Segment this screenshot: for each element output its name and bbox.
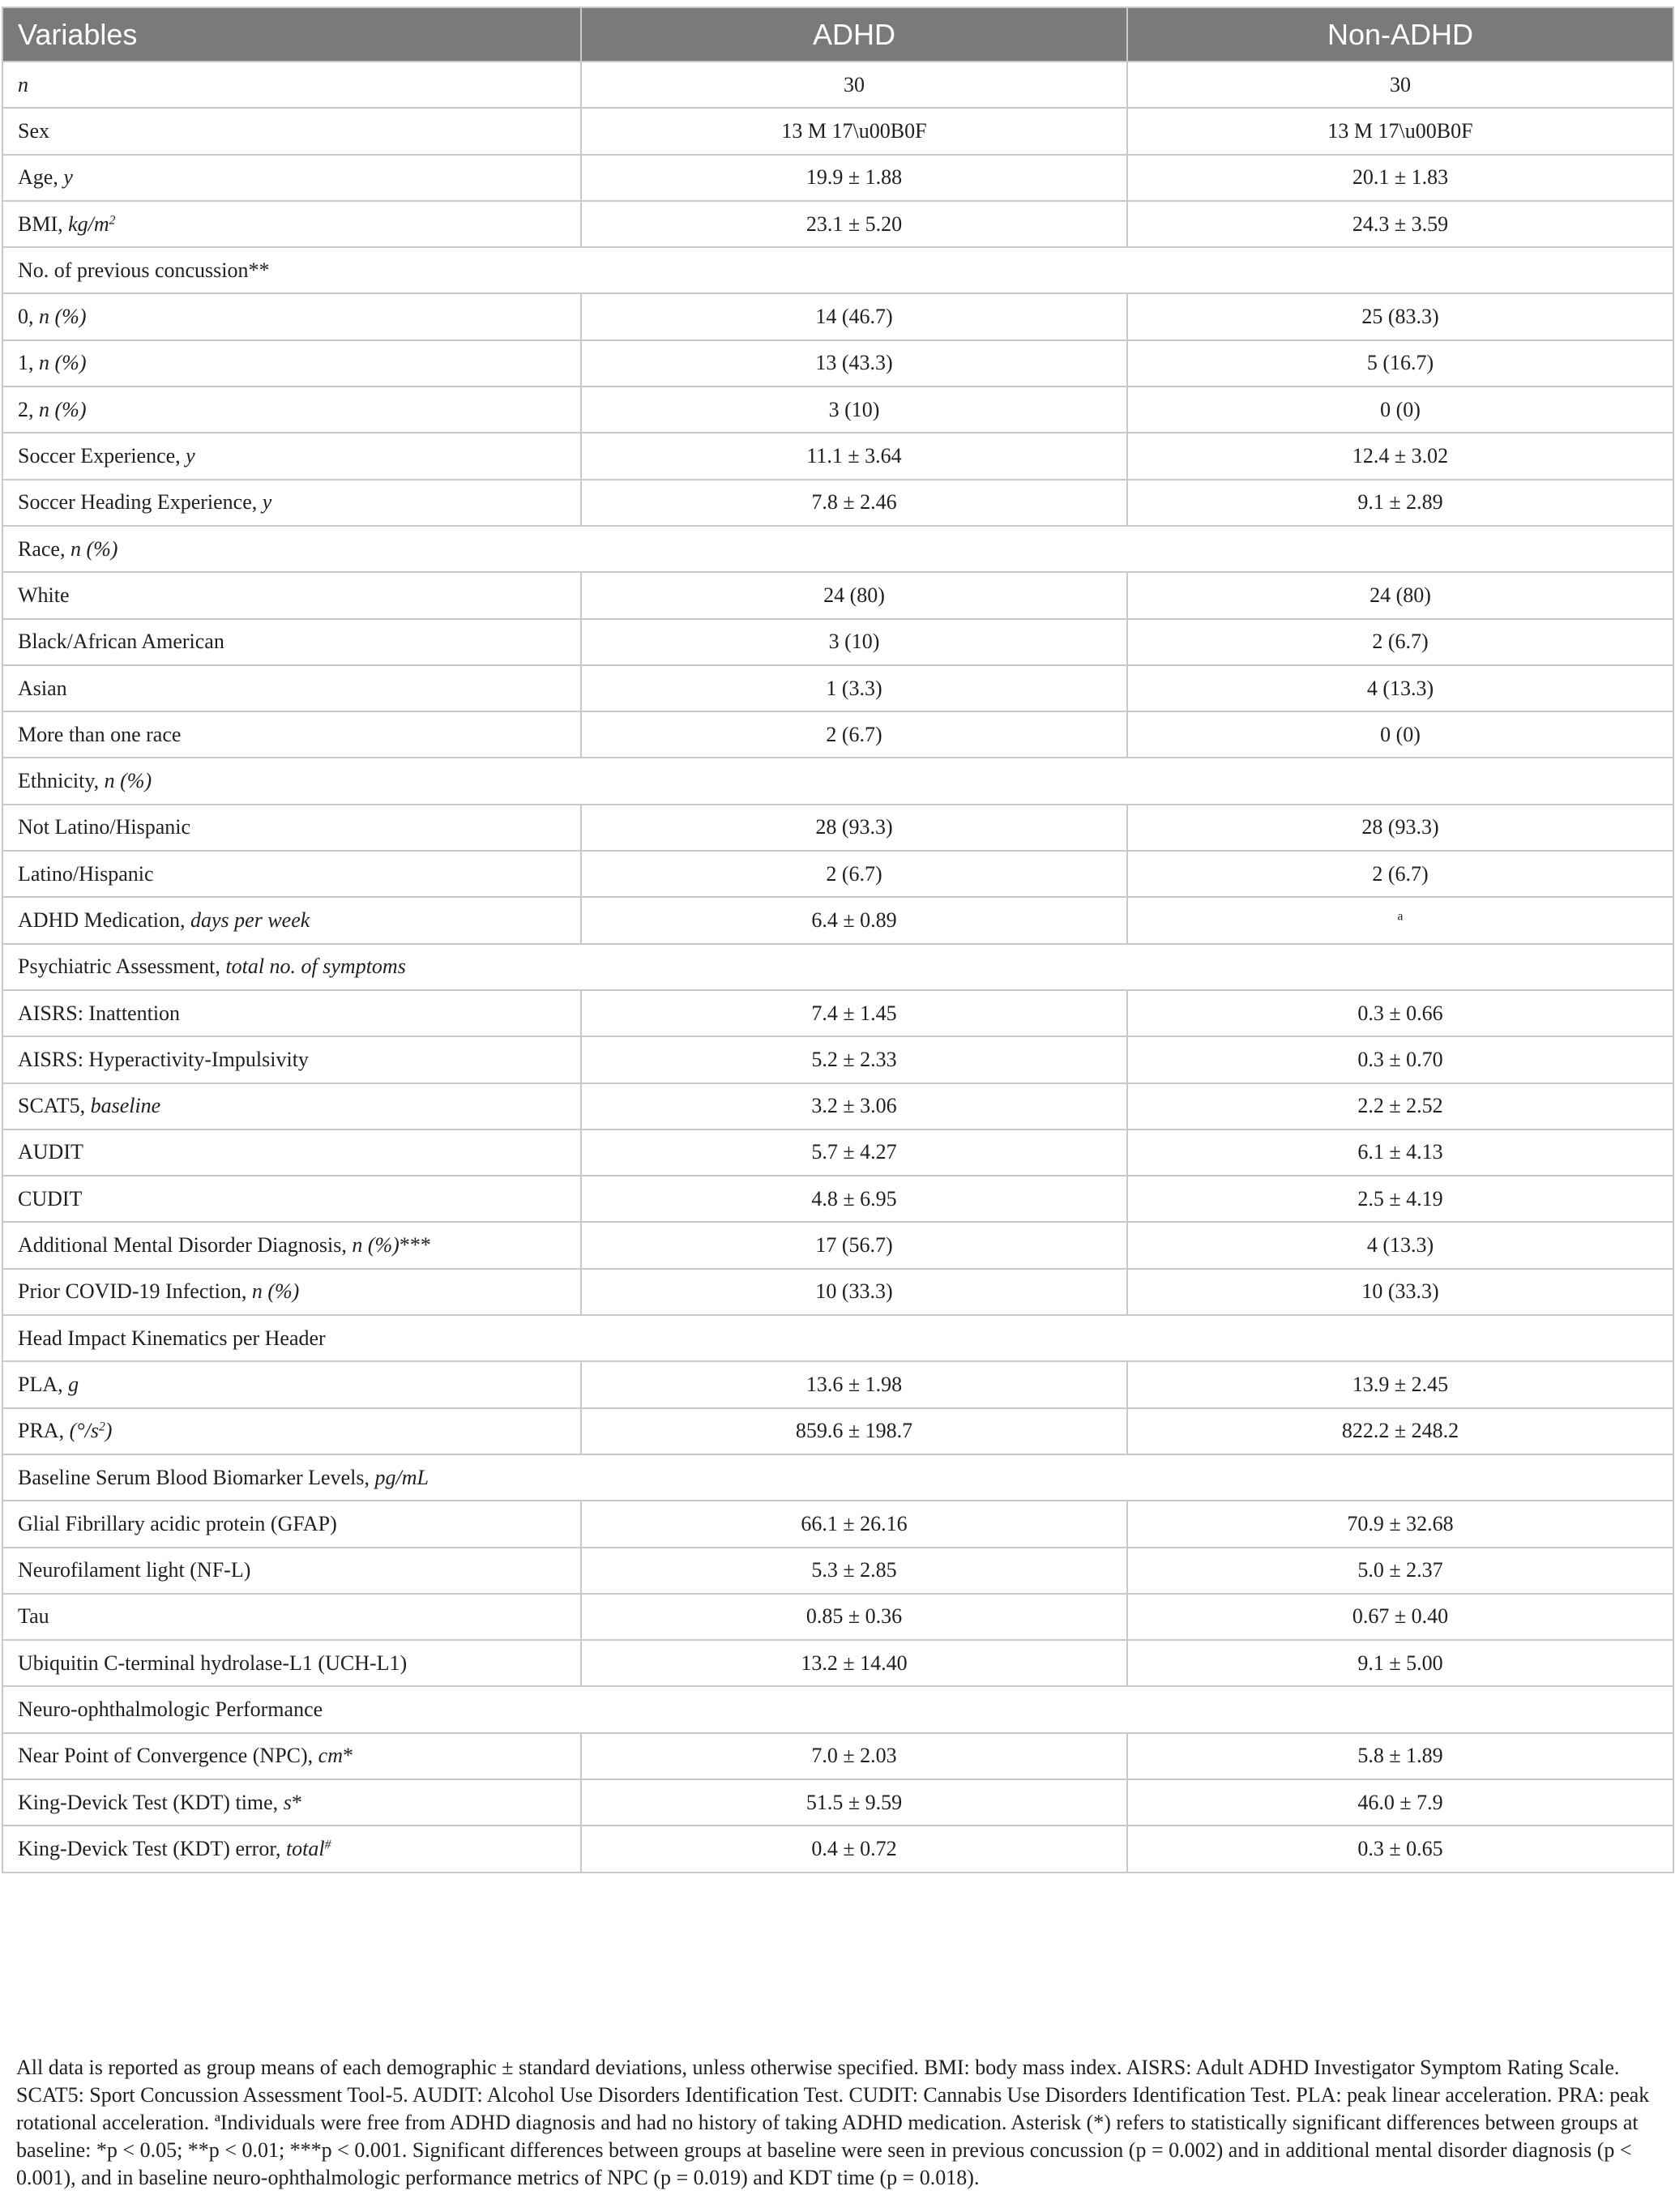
row-label [2,851,581,897]
row-label-text: PLA, [18,1372,69,1396]
table-footnote: All data is reported as group means of each demographic ± standard deviations, unless otherwise specified. BMI: body mass index. AISRS: Adult ADHD Investigator Symptom Rating Scale. SCAT5: Sport Concussion Assessment Tool-5. AUDIT: Alcohol Use Disorders Identification Test. CUDIT: Cannabis Use Disorders Identification Test. PLA: peak linear acceleration. PRA: peak rotational acceleration. ªIndividuals were free from ADHD diagnosis and had no history of taking ADHD medication. Asterisk (*) refers to statistically significant differences between groups at baseline: *p < 0.05; **p < 0.01; ***p < 0.001. Significant differences between groups at baseline were seen in previous concussion (p = 0.002) and in additional mental disorder diagnosis (p < 0.001), and in baseline neuro-ophthalmologic performance metrics of NPC (p = 0.019) and KDT time (p = 0.018). [16,2056,1650,2189]
table-row [2,665,1673,711]
row-label [2,108,581,154]
non-adhd-value [1127,851,1673,897]
row-label [2,1036,581,1083]
non-adhd-value-text: 13.9 ± 2.45 [1352,1372,1449,1396]
adhd-value: 859.6 ± 198.7 [581,1408,1127,1454]
table-wrapper [2,6,1673,1873]
non-adhd-value-text: 5.0 ± 2.37 [1357,1558,1443,1582]
non-adhd-value [1127,1779,1673,1826]
row-label-text: 1, [18,351,39,375]
non-adhd-value [1127,1501,1673,1547]
non-adhd-value-text: 20.1 ± 1.83 [1352,165,1449,190]
row-label-unit: n (%) [70,536,118,561]
non-adhd-value-text: 24 (80) [1369,583,1431,607]
row-label-unit: cm [318,1744,343,1768]
row-label-text: Neurofilament light (NF-L) [18,1558,251,1582]
row-label [2,1640,581,1686]
table-row [2,62,1673,108]
non-adhd-value [1127,201,1673,247]
row-label-superscript: 2 [109,212,116,227]
section-row [2,758,1673,804]
adhd-value: 7.4 ± 1.45 [581,990,1127,1036]
row-label [2,480,581,526]
row-label [2,805,581,851]
row-label [2,1269,581,1315]
row-label-unit: pg/mL [374,1465,429,1489]
row-label [2,1222,581,1268]
row-label-text: Additional Mental Disorder Diagnosis, [18,1233,353,1258]
non-adhd-value-text: 12.4 ± 3.02 [1352,444,1449,468]
row-label [2,293,581,339]
non-adhd-value-text: 5 (16.7) [1366,351,1434,375]
row-label-unit: y [63,165,73,190]
adhd-value: 0.4 ± 0.72 [581,1826,1127,1872]
row-label-unit: n [18,72,28,96]
row-label [2,1454,1673,1501]
non-adhd-value [1127,480,1673,526]
non-adhd-value-text: 0.3 ± 0.66 [1357,1001,1443,1025]
non-adhd-value-text: 822.2 ± 248.2 [1341,1419,1459,1443]
row-label-text: Baseline Serum Blood Biomarker Levels, [18,1465,375,1489]
row-label [2,201,581,247]
row-label-text: 2, [18,397,39,421]
non-adhd-value [1127,1594,1673,1640]
table-row [2,572,1673,618]
non-adhd-value-text: 2.2 ± 2.52 [1357,1094,1443,1118]
header-non-adhd: Non-ADHD [1127,7,1673,62]
adhd-value: 0.85 ± 0.36 [581,1594,1127,1640]
table-row [2,1361,1673,1407]
non-adhd-value-text: 5.8 ± 1.89 [1357,1744,1443,1768]
adhd-value: 23.1 ± 5.20 [581,201,1127,247]
table-row [2,108,1673,154]
table-row [2,1222,1673,1268]
table-body [2,62,1673,1873]
table-row [2,201,1673,247]
row-label-unit: kg/m [68,211,109,236]
table-row [2,990,1673,1036]
adhd-value: 2 (6.7) [581,711,1127,758]
adhd-value: 19.9 ± 1.88 [581,155,1127,201]
row-label-text: ADHD Medication, [18,907,191,932]
row-label [2,619,581,665]
footnote-marker: a [1397,909,1404,924]
row-label-text: Asian [18,676,67,700]
section-row [2,1315,1673,1361]
row-label-unit: n (%) [39,305,87,329]
non-adhd-value [1127,572,1673,618]
adhd-value: 3.2 ± 3.06 [581,1083,1127,1129]
non-adhd-value [1127,711,1673,758]
non-adhd-value-text: 10 (33.3) [1361,1279,1439,1304]
table-row [2,386,1673,433]
row-label-unit: s [283,1790,292,1814]
row-label-text: Not Latino/Hispanic [18,815,191,839]
adhd-value: 13.6 ± 1.98 [581,1361,1127,1407]
row-label-unit: n (%) [39,397,87,421]
non-adhd-value-text: 2.5 ± 4.19 [1357,1186,1443,1211]
row-label [2,990,581,1036]
row-label [2,340,581,386]
row-label [2,1686,1673,1732]
table-row [2,1036,1673,1083]
section-row [2,1686,1673,1732]
table-row [2,619,1673,665]
non-adhd-value [1127,293,1673,339]
row-label [2,155,581,201]
adhd-value: 5.2 ± 2.33 [581,1036,1127,1083]
row-label [2,1361,581,1407]
section-row [2,1454,1673,1501]
row-label [2,711,581,758]
row-label-unit: g [68,1372,79,1396]
adhd-value: 5.7 ± 4.27 [581,1129,1127,1176]
non-adhd-value-text: 13 M 17\u00B0F [1327,118,1473,143]
table-row [2,1594,1673,1640]
section-row [2,526,1673,572]
row-label-text: Ethnicity, [18,769,105,793]
row-label-text: Soccer Heading Experience, [18,490,263,515]
non-adhd-value-text: 25 (83.3) [1361,305,1439,329]
non-adhd-value [1127,1361,1673,1407]
row-label-text: SCAT5, [18,1094,91,1118]
table-row [2,1501,1673,1547]
non-adhd-value [1127,1222,1673,1268]
non-adhd-value [1127,665,1673,711]
row-label-superscript: 2 [98,1420,105,1434]
non-adhd-value [1127,1408,1673,1454]
section-row [2,247,1673,293]
header-row [2,7,1673,62]
row-label-text: Neuro-ophthalmologic Performance [18,1697,323,1722]
non-adhd-value [1127,1129,1673,1176]
row-label-text: Psychiatric Assessment, [18,954,226,979]
row-label [2,1594,581,1640]
table-row [2,1408,1673,1454]
row-label-unit-close: ) [105,1419,113,1443]
row-label [2,433,581,479]
row-label [2,1733,581,1779]
non-adhd-value-text: 4 (13.3) [1366,1233,1434,1258]
section-row [2,944,1673,990]
adhd-value: 11.1 ± 3.64 [581,433,1127,479]
adhd-value: 51.5 ± 9.59 [581,1779,1127,1826]
row-label [2,572,581,618]
header-adhd: ADHD [581,7,1127,62]
table-row [2,1129,1673,1176]
adhd-value: 2 (6.7) [581,851,1127,897]
row-label-unit: total no. of symptoms [225,954,406,979]
row-label-unit: baseline [90,1094,161,1118]
non-adhd-value [1127,897,1673,943]
non-adhd-value [1127,1548,1673,1594]
row-label-text: King-Devick Test (KDT) time, [18,1790,284,1814]
row-label-text: Age, [18,165,64,190]
adhd-value: 30 [581,62,1127,108]
non-adhd-value [1127,1269,1673,1315]
row-label [2,897,581,943]
table-row [2,155,1673,201]
table-row [2,480,1673,526]
row-label-unit: n (%) [104,769,152,793]
table-row [2,897,1673,943]
table-row [2,433,1673,479]
row-label-text: Race, [18,536,71,561]
non-adhd-value [1127,433,1673,479]
non-adhd-value [1127,108,1673,154]
adhd-value: 13 M 17\u00B0F [581,108,1127,154]
non-adhd-value-text: 70.9 ± 32.68 [1347,1511,1454,1535]
adhd-value: 10 (33.3) [581,1269,1127,1315]
non-adhd-value [1127,1640,1673,1686]
row-label-text: White [18,583,70,607]
table-row [2,1176,1673,1222]
row-label [2,1176,581,1222]
non-adhd-value [1127,340,1673,386]
non-adhd-value [1127,1083,1673,1129]
row-label [2,1779,581,1826]
non-adhd-value-text: 4 (13.3) [1366,676,1434,700]
table-row [2,1548,1673,1594]
non-adhd-value [1127,619,1673,665]
row-label-significance: *** [399,1233,431,1258]
adhd-value: 3 (10) [581,386,1127,433]
table-row [2,340,1673,386]
row-label-unit: n (%) [251,1279,300,1304]
non-adhd-value-text: 2 (6.7) [1372,861,1429,886]
non-adhd-value-text: 0.67 ± 0.40 [1352,1604,1449,1629]
row-label [2,247,1673,293]
row-label-text: Soccer Experience, [18,444,186,468]
non-adhd-value [1127,990,1673,1036]
row-label-text: AISRS: Inattention [18,1001,181,1025]
row-label [2,526,1673,572]
non-adhd-value-text: 30 [1390,72,1411,96]
table-row [2,711,1673,758]
adhd-value: 3 (10) [581,619,1127,665]
row-label [2,386,581,433]
row-label-text: CUDIT [18,1186,83,1211]
non-adhd-value-text: 28 (93.3) [1361,815,1439,839]
row-label-unit: y [262,490,272,515]
row-label-unit: (°/s [69,1419,99,1443]
non-adhd-value [1127,62,1673,108]
row-label-superscript: # [324,1838,331,1852]
non-adhd-value-text: 46.0 ± 7.9 [1357,1790,1443,1814]
row-label-text: Near Point of Convergence (NPC), [18,1744,318,1768]
row-label-text: Latino/Hispanic [18,861,154,886]
demographics-table [2,6,1674,1873]
adhd-value: 17 (56.7) [581,1222,1127,1268]
adhd-value: 5.3 ± 2.85 [581,1548,1127,1594]
row-label [2,758,1673,804]
table-row [2,1733,1673,1779]
non-adhd-value-text: 0.3 ± 0.70 [1357,1047,1443,1071]
row-label-unit: n (%) [352,1233,400,1258]
non-adhd-value-text: 6.1 ± 4.13 [1357,1140,1443,1164]
row-label-text: BMI, [18,211,69,236]
non-adhd-value-text: 24.3 ± 3.59 [1352,211,1449,236]
non-adhd-value [1127,1733,1673,1779]
row-label-text: No. of previous concussion** [18,258,270,282]
non-adhd-value-text: 0.3 ± 0.65 [1357,1836,1443,1860]
adhd-value: 24 (80) [581,572,1127,618]
non-adhd-value-text: 2 (6.7) [1372,630,1429,654]
row-label-text: Prior COVID-19 Infection, [18,1279,252,1304]
non-adhd-value-text: 0 (0) [1380,397,1421,421]
row-label [2,62,581,108]
non-adhd-value [1127,1176,1673,1222]
non-adhd-value [1127,386,1673,433]
row-label-text: Ubiquitin C-terminal hydrolase-L1 (UCH-L1) [18,1650,408,1675]
row-label [2,1083,581,1129]
row-label-text: Black/African American [18,630,224,654]
table-row [2,1269,1673,1315]
adhd-value: 4.8 ± 6.95 [581,1176,1127,1222]
table-row [2,805,1673,851]
adhd-value: 6.4 ± 0.89 [581,897,1127,943]
row-label [2,1408,581,1454]
table-row [2,1640,1673,1686]
row-label-significance: * [343,1744,353,1768]
row-label-text: Tau [18,1604,49,1629]
row-label-text: More than one race [18,722,182,746]
row-label [2,665,581,711]
non-adhd-value-text: 9.1 ± 2.89 [1357,490,1443,515]
row-label-text: Glial Fibrillary acidic protein (GFAP) [18,1511,337,1535]
adhd-value: 13 (43.3) [581,340,1127,386]
row-label-unit: n (%) [39,351,87,375]
adhd-value: 7.0 ± 2.03 [581,1733,1127,1779]
header-variables: Variables [2,7,581,62]
table-row [2,1083,1673,1129]
non-adhd-value [1127,155,1673,201]
adhd-value: 66.1 ± 26.16 [581,1501,1127,1547]
row-label [2,1129,581,1176]
row-label-unit: days per week [190,907,310,932]
row-label-text: AISRS: Hyperactivity-Impulsivity [18,1047,309,1071]
row-label-text: PRA, [18,1419,70,1443]
table-row [2,1826,1673,1872]
row-label-text: Head Impact Kinematics per Header [18,1326,326,1350]
row-label [2,944,1673,990]
non-adhd-value-text: 9.1 ± 5.00 [1357,1650,1443,1675]
adhd-value: 7.8 ± 2.46 [581,480,1127,526]
adhd-value: 14 (46.7) [581,293,1127,339]
row-label [2,1501,581,1547]
row-label-significance: * [291,1790,302,1814]
row-label-unit: total [285,1836,325,1860]
adhd-value: 13.2 ± 14.40 [581,1640,1127,1686]
non-adhd-value-text: 0 (0) [1380,722,1421,746]
row-label-text: Sex [18,118,49,143]
row-label-text: King-Devick Test (KDT) error, [18,1836,286,1860]
row-label-text: 0, [18,305,39,329]
non-adhd-value [1127,1826,1673,1872]
row-label [2,1548,581,1594]
table-row [2,851,1673,897]
table-row [2,293,1673,339]
row-label-text: AUDIT [18,1140,83,1164]
non-adhd-value [1127,805,1673,851]
row-label-unit: y [186,444,195,468]
row-label [2,1315,1673,1361]
adhd-value: 28 (93.3) [581,805,1127,851]
table-row [2,1779,1673,1826]
adhd-value: 1 (3.3) [581,665,1127,711]
non-adhd-value [1127,1036,1673,1083]
row-label [2,1826,581,1872]
